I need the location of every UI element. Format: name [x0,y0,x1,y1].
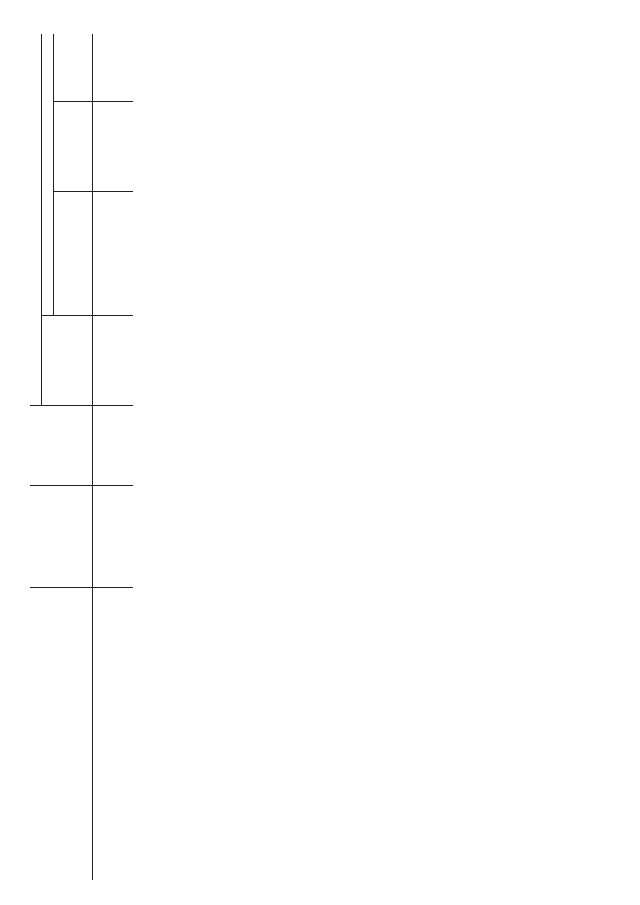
item-105-including-label [114,406,133,486]
header-period [30,406,93,486]
header-regional [54,102,93,192]
item-105-regional [93,102,115,192]
item-105-name-cell [93,588,134,880]
table-body-item-105 [93,34,134,880]
header-capacity [30,486,93,588]
item-105-capacity [93,486,115,588]
header-name [30,588,93,880]
header-funding [30,34,42,406]
header-total [42,316,93,406]
header-including [42,34,54,316]
item-105-period [93,406,115,486]
item-105-total [93,316,115,406]
funding-table [30,34,133,880]
item-105-extra [93,34,115,102]
header-extra [54,34,93,102]
item-105-federal [93,192,115,316]
table-row [93,34,115,880]
header-federal [54,192,93,316]
